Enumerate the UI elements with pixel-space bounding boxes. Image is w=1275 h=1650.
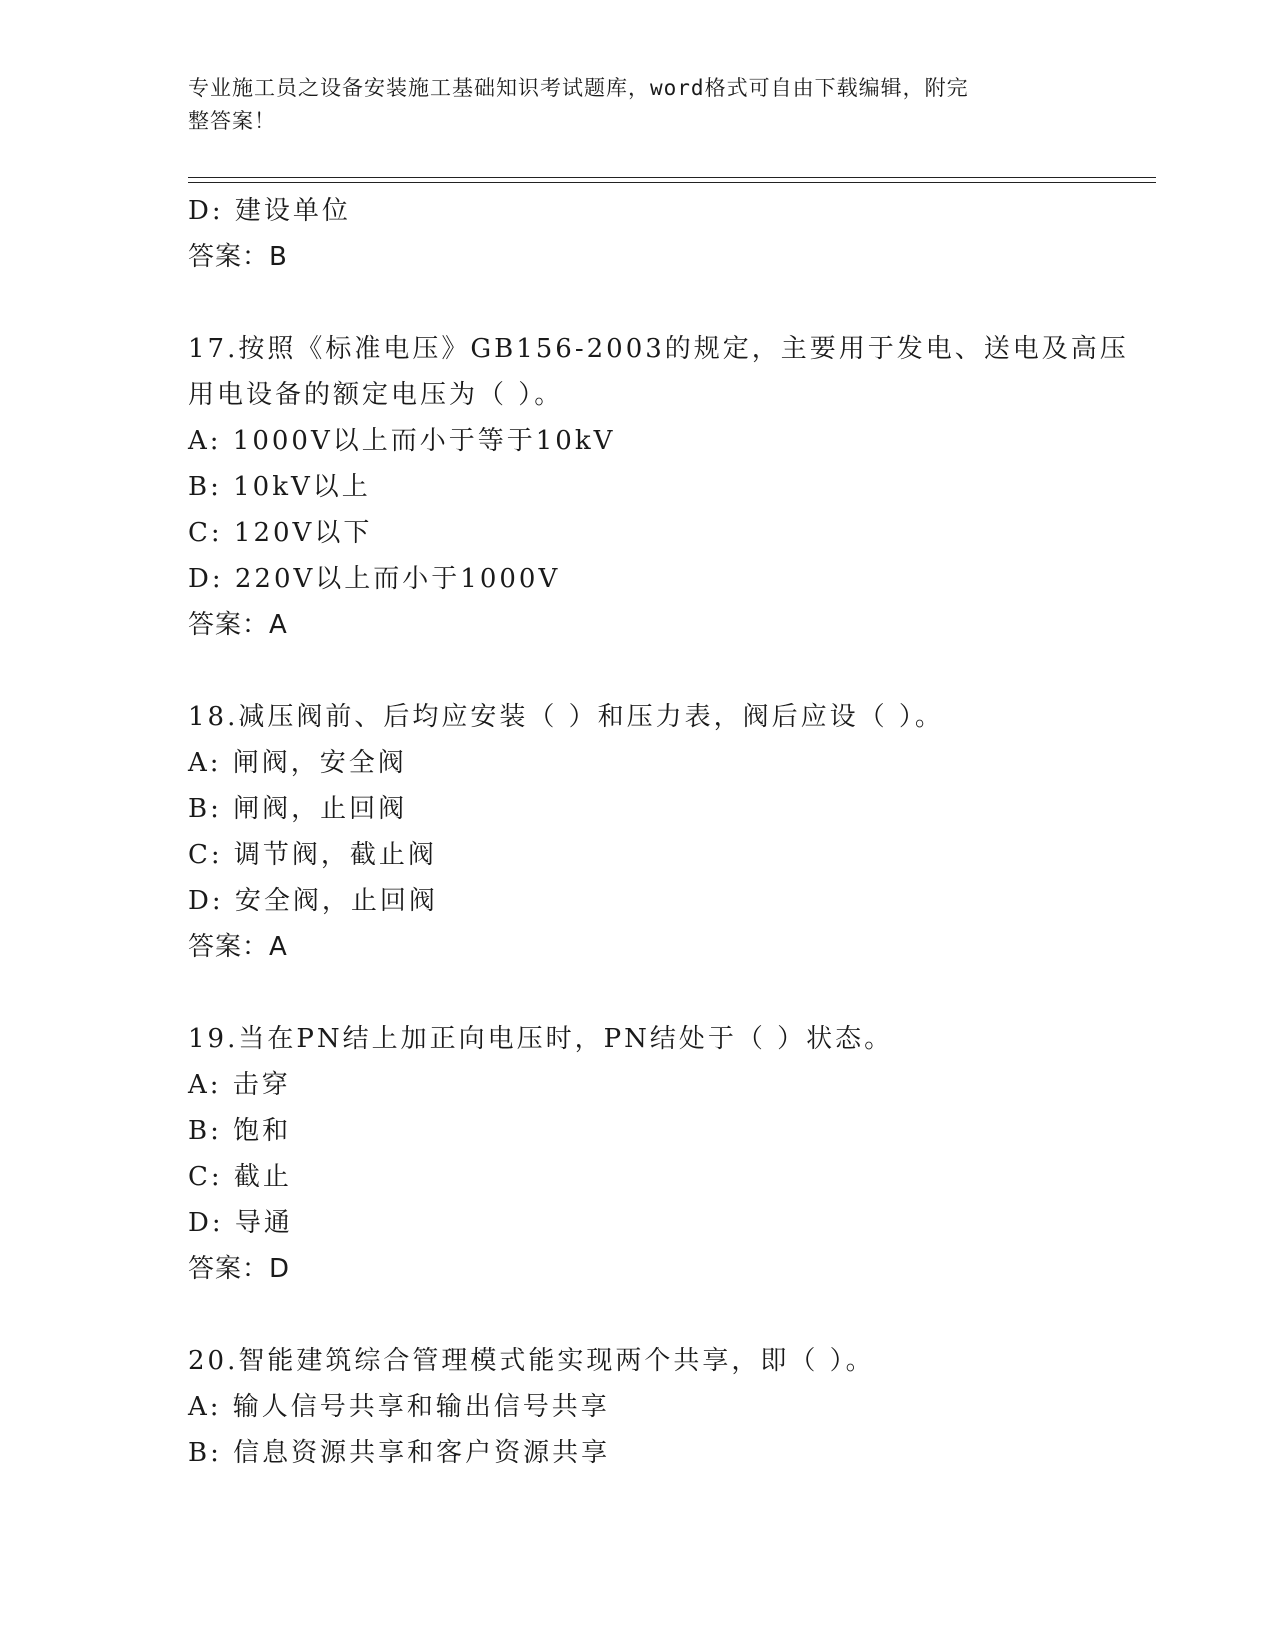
spacer: [188, 1292, 1088, 1338]
spacer: [188, 280, 1088, 326]
question-stem: 17.按照《标准电压》GB156-2003的规定，主要用于发电、送电及高压: [188, 334, 1129, 364]
option-b: B: 10kV以上: [188, 472, 371, 502]
answer-line: 答案：A: [188, 610, 288, 640]
option-c: C: 120V以下: [188, 518, 373, 548]
header-line-2: 整答案！: [188, 109, 276, 133]
document-header: [188, 72, 1068, 138]
option-c: C: 调节阀，截止阀: [188, 840, 437, 870]
header-line-1: 专业施工员之设备安装施工基础知识考试题库，word格式可自由下载编辑，附完: [188, 76, 969, 100]
question-stem: 20.智能建筑综合管理模式能实现两个共享，即（ ）。: [188, 1346, 875, 1376]
option-a: A: 1000V以上而小于等于10kV: [188, 426, 616, 456]
answer-line: 答案：B: [188, 242, 288, 272]
option-a: A: 击穿: [188, 1070, 291, 1100]
option-a: A: 闸阀，安全阀: [188, 748, 407, 778]
option-c: C: 截止: [188, 1162, 292, 1192]
spacer: [188, 648, 1088, 694]
question-list: [188, 188, 1129, 1476]
option-d: D: 220V以上而小于1000V: [188, 564, 561, 594]
option-b: B: 闸阀，止回阀: [188, 794, 408, 824]
option-d: D: 安全阀，止回阀: [188, 886, 438, 916]
option-a: A: 输人信号共享和输出信号共享: [188, 1392, 610, 1422]
answer-line: 答案：D: [188, 1254, 291, 1284]
option-d: D: 导通: [188, 1208, 293, 1238]
question-stem-continued: 用电设备的额定电压为（ ）。: [188, 380, 564, 410]
question-stem: 18.减压阀前、后均应安装（ ）和压力表，阀后应设（ ）。: [188, 702, 944, 732]
option-b: B: 信息资源共享和客户资源共享: [188, 1438, 611, 1468]
header-rule-top: [188, 177, 1156, 178]
spacer: [188, 970, 1088, 1016]
option-b: B: 饱和: [188, 1116, 292, 1146]
answer-line: 答案：A: [188, 932, 288, 962]
option-d: D: 建设单位: [188, 196, 351, 226]
header-rule-bottom: [188, 182, 1156, 183]
question-stem: 19.当在PN结上加正向电压时，PN结处于（ ）状态。: [188, 1024, 894, 1054]
